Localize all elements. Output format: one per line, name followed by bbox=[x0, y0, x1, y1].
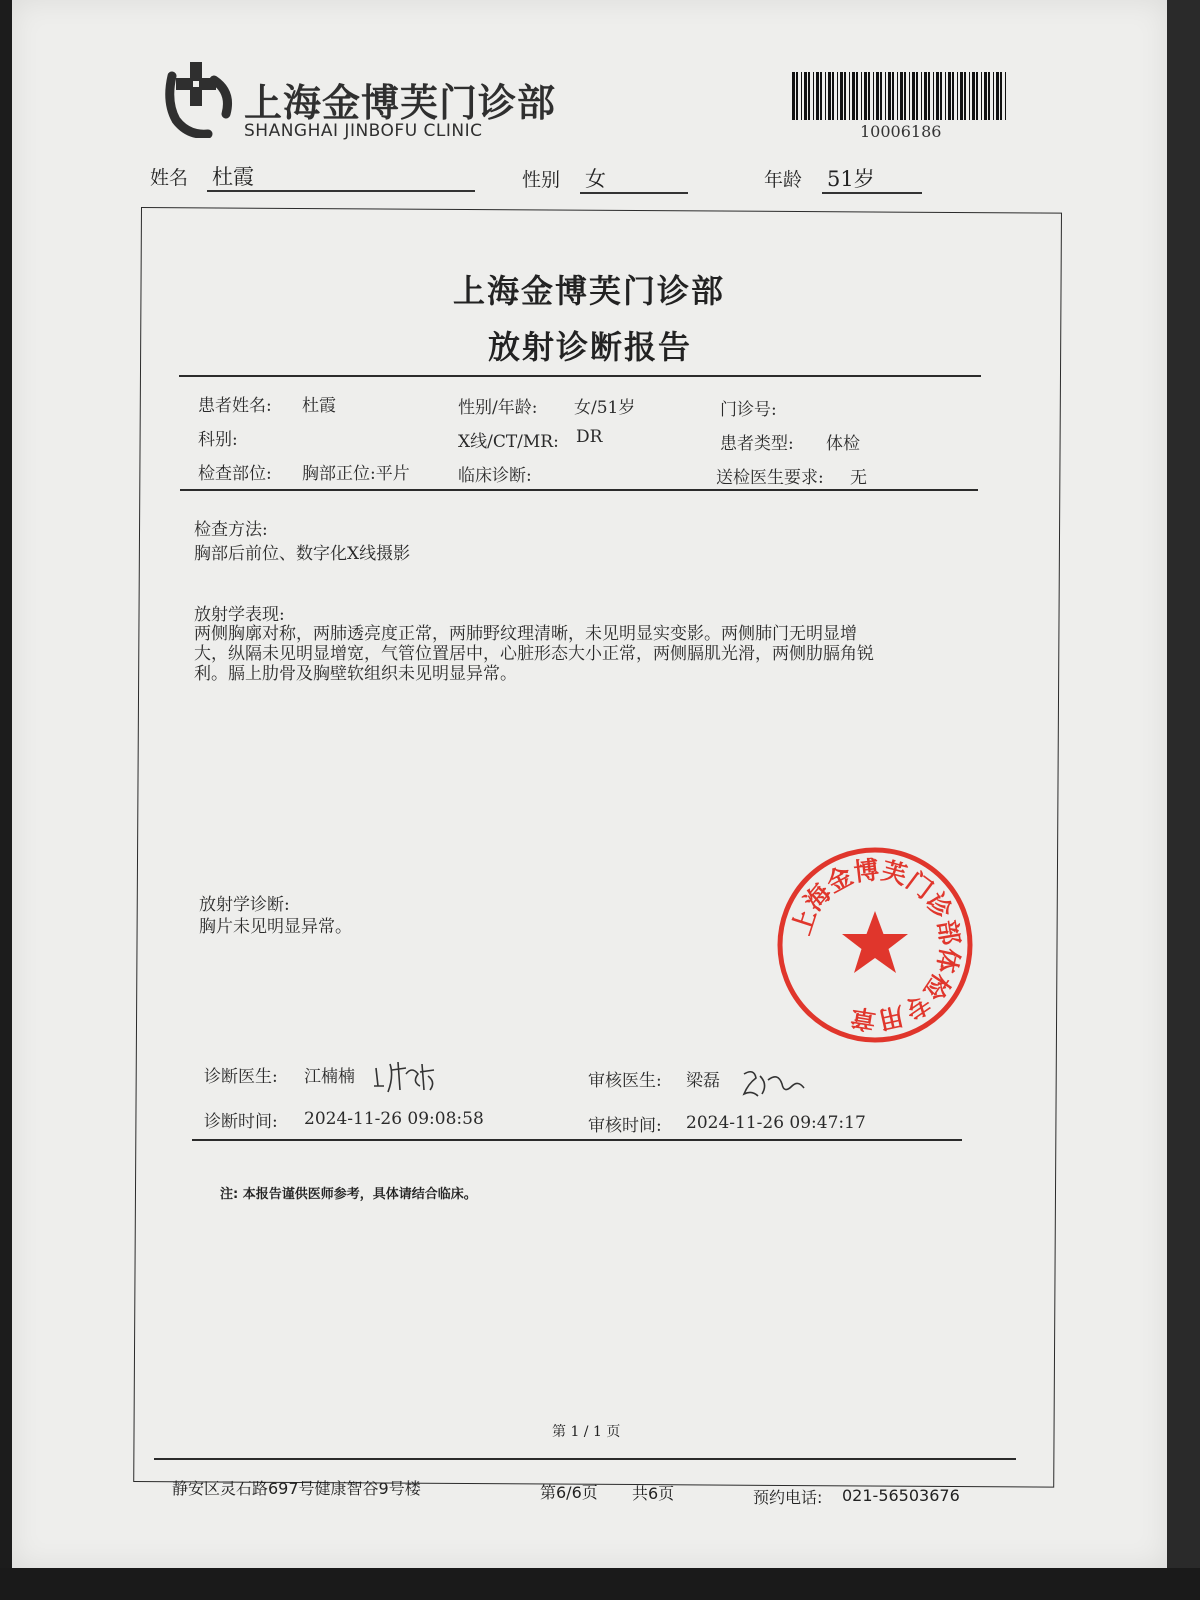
clinical-diagnosis-label: 临床诊断: bbox=[458, 466, 532, 486]
report-paper bbox=[12, 0, 1167, 1568]
diagnosis-value: 胸片未见明显异常。 bbox=[199, 917, 352, 937]
sex-underline bbox=[580, 192, 688, 194]
patient-type-value: 体检 bbox=[826, 434, 860, 454]
method-label: 检查方法: bbox=[194, 520, 268, 540]
barcode-number: 10006186 bbox=[860, 122, 942, 141]
patient-type-label: 患者类型: bbox=[720, 434, 794, 454]
footer-phone-value: 021-56503676 bbox=[842, 1486, 960, 1505]
background-edge-bottom bbox=[0, 1568, 1200, 1600]
clinic-seal bbox=[775, 845, 975, 1045]
footer-rule bbox=[154, 1458, 1016, 1460]
exam-part-label: 检查部位: bbox=[198, 464, 272, 484]
reviewing-doctor-signature bbox=[738, 1066, 808, 1102]
sex-age-value: 女/51岁 bbox=[574, 398, 636, 418]
age-underline bbox=[822, 192, 922, 194]
reviewing-doctor-value: 梁磊 bbox=[686, 1071, 720, 1091]
footer-total-pages: 共6页 bbox=[632, 1484, 675, 1503]
doctor-request-value: 无 bbox=[850, 468, 867, 488]
footer-phone-label: 预约电话: bbox=[753, 1488, 823, 1507]
clinic-number-label: 门诊号: bbox=[720, 400, 777, 420]
department-label: 科别: bbox=[198, 430, 238, 450]
findings-line: 利。膈上肋骨及胸壁软组织未见明显异常。 bbox=[194, 664, 517, 684]
name-underline bbox=[207, 190, 475, 192]
clinic-name-cn: 上海金博芙门诊部 bbox=[244, 81, 557, 125]
footer-address: 静安区灵石路697号健康智谷9号楼 bbox=[172, 1479, 421, 1498]
patient-name-value: 杜霞 bbox=[302, 396, 336, 416]
barcode bbox=[792, 72, 1012, 124]
background-edge-right bbox=[1167, 0, 1200, 1600]
diagnosis-time-label: 诊断时间: bbox=[204, 1112, 278, 1132]
disclaimer-note: 注: 本报告谨供医师参考，具体请结合临床。 bbox=[220, 1187, 477, 1202]
exam-part-value: 胸部正位:平片 bbox=[302, 464, 410, 484]
divider-fields bbox=[180, 489, 978, 491]
modality-label: X线/CT/MR: bbox=[458, 432, 559, 452]
svg-text:上海金博芙门诊部体检专用章: 上海金博芙门诊部体检专用章 bbox=[786, 855, 965, 1035]
clinic-name-en: SHANGHAI JINBOFU CLINIC bbox=[244, 121, 483, 141]
age-value: 51岁 bbox=[827, 167, 875, 191]
findings-line: 大，纵隔未见明显增宽，气管位置居中，心脏形态大小正常，两侧膈肌光滑，两侧肋膈角锐 bbox=[194, 644, 874, 664]
diagnosing-doctor-signature bbox=[372, 1056, 442, 1096]
report-title: 放射诊断报告 bbox=[488, 328, 693, 366]
report-title-clinic: 上海金博芙门诊部 bbox=[453, 272, 726, 310]
findings-text bbox=[194, 624, 964, 684]
divider-top bbox=[179, 375, 981, 377]
diagnosis-label: 放射学诊断: bbox=[199, 895, 290, 915]
findings-line: 两侧胸廓对称，两肺透亮度正常，两肺野纹理清晰，未见明显实变影。两侧肺门无明显增 bbox=[194, 624, 857, 644]
method-value: 胸部后前位、数字化X线摄影 bbox=[194, 544, 411, 564]
report-page-number: 第 1 / 1 页 bbox=[552, 1424, 621, 1440]
sex-age-label: 性别/年龄: bbox=[458, 398, 538, 418]
name-label: 姓名 bbox=[150, 167, 189, 189]
diagnosing-doctor-value: 江楠楠 bbox=[304, 1067, 355, 1087]
diagnosis-time-value: 2024-11-26 09:08:58 bbox=[304, 1109, 484, 1129]
sex-value: 女 bbox=[585, 167, 606, 191]
findings-label: 放射学表现: bbox=[194, 605, 285, 625]
divider-signatures bbox=[192, 1139, 962, 1141]
diagnosing-doctor-label: 诊断医生: bbox=[204, 1067, 278, 1087]
doctor-request-label: 送检医生要求: bbox=[716, 468, 824, 488]
reviewing-doctor-label: 审核医生: bbox=[588, 1071, 662, 1091]
review-time-label: 审核时间: bbox=[588, 1116, 662, 1136]
review-time-value: 2024-11-26 09:47:17 bbox=[686, 1113, 866, 1133]
sex-label: 性别 bbox=[522, 169, 561, 191]
name-value: 杜霞 bbox=[212, 165, 254, 189]
clinic-logo-icon bbox=[162, 58, 236, 138]
patient-name-label: 患者姓名: bbox=[198, 396, 272, 416]
age-label: 年龄 bbox=[764, 169, 803, 191]
footer-page: 第6/6页 bbox=[540, 1483, 598, 1502]
modality-value: DR bbox=[576, 427, 603, 447]
